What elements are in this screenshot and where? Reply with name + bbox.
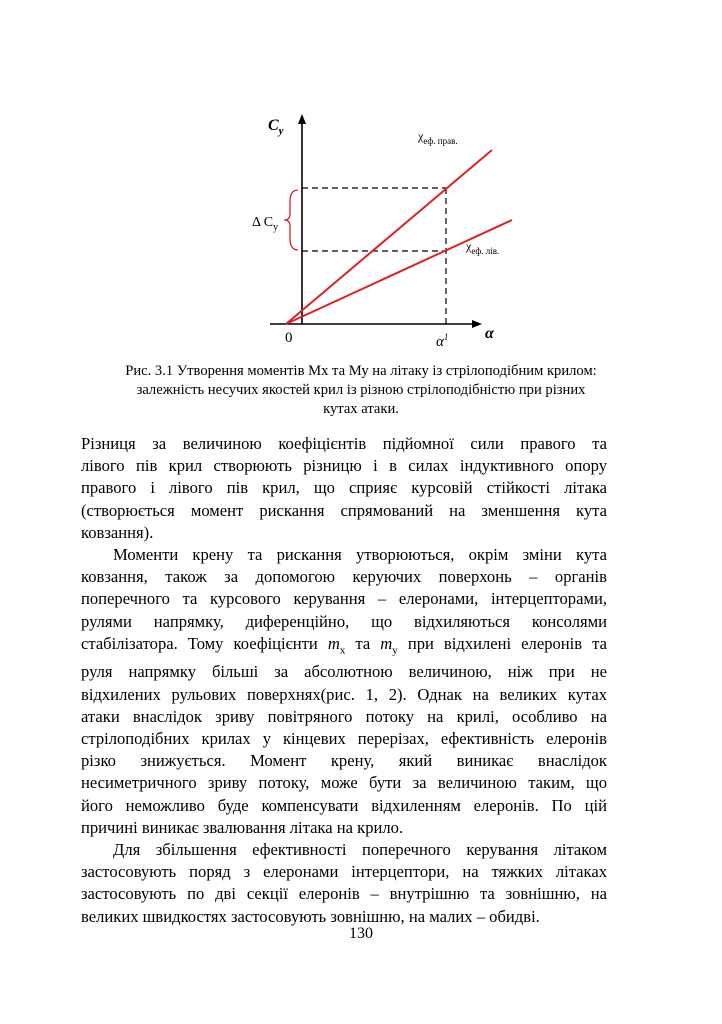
line-right-label: $\chi_{еф. прав.}$: [418, 129, 458, 146]
paragraph-2-line: стрілоподібних крилах у кінцевих перерізах, ефективність елеронів: [81, 728, 607, 748]
x-axis-label: α: [485, 325, 494, 342]
line-right-wing: [286, 150, 492, 324]
paragraph-1-line: Різниця за величиною коефіцієнтів підйомної сили правого та: [81, 434, 607, 453]
figure-caption: [80, 362, 642, 419]
paragraph-3-line: великих швидкостях застосовують зовнішню, на малих – обидві.: [81, 906, 540, 926]
body-text: [81, 433, 607, 928]
x-axis-arrow: [472, 320, 482, 328]
paragraph-1-line: ковзання).: [81, 522, 154, 542]
line-left-wing: [286, 220, 512, 324]
delta-cy-label: Δ $C_y$: [252, 215, 279, 233]
paragraph-3: [81, 839, 607, 928]
paragraph-1-line: правого і лівого пів крил, що сприяє курсовій стійкості літака: [81, 478, 607, 498]
paragraph-2-line: ковзання, також за допомогою керуючих поверхонь – органів: [81, 567, 607, 587]
paragraph-3-line: застосовують поряд з елеронами інтерцептори, на тяжких літаках: [81, 862, 607, 882]
alpha1-label: $\alpha^1$: [436, 332, 449, 350]
paragraph-2-line: несиметричного зриву потоку, може бути за величиною таким, що: [81, 773, 607, 793]
paragraph-2-line: різко знижується. Момент крену, який виникає внаслідок: [81, 751, 607, 771]
paragraph-2-line: його неможливо буде компенсувати відхиленням елеронів. По цій: [81, 795, 607, 815]
page-number: 130: [349, 925, 373, 942]
paragraph-2-line: причині виникає звалювання літака на крило.: [81, 817, 404, 837]
paragraph-2-line: Моменти крену та рискання утворюються, окрім зміни кута: [113, 545, 607, 565]
paragraph-2-line: рулями напрямку, диференційно, що відхиляються консолями: [81, 611, 607, 631]
paragraph-1: [81, 433, 607, 544]
paragraph-2-line: поперечного та курсового керування – елеронами, інтерцепторами,: [81, 589, 607, 609]
line-left-label: $\chi_{еф. лів.}$: [466, 239, 500, 256]
paragraph-2-line: атаки внаслідок зриву повітряного потоку на крилі, особливо на: [81, 706, 607, 726]
origin-label: 0: [285, 330, 293, 346]
paragraph-3-line: Для збільшення ефективності поперечного керування літаком: [113, 839, 607, 859]
caption-line-2: залежність несучих якостей крил із різною стрілоподібністю при різних: [136, 382, 586, 398]
caption-line-3: кутах атаки.: [323, 401, 399, 417]
y-axis-label: $C_y$: [268, 117, 284, 137]
paragraph-1-line: (створюється момент рискання спрямований на зменшення кута: [81, 500, 607, 520]
y-axis-arrow: [298, 114, 306, 124]
paragraph-2-line: відхилених рульових поверхнях(рис. 1, 2). Однак на великих кутах: [81, 684, 607, 704]
lift-curve-figure: [240, 110, 530, 350]
paragraph-2: [81, 544, 607, 839]
paragraph-2-line-with-formula: стабілізатора. Тому коефіцієнти $m_x$ та $m_y$ при відхилені елеронів та: [81, 633, 607, 657]
paragraph-2-line: руля напрямку більші за абсолютною величиною, ніж при не: [81, 662, 607, 682]
caption-line-1: Рис. 3.1 Утворення моментів Мх та Му на літаку із стрілоподібним крилом:: [125, 363, 597, 379]
paragraph-1-line: лівого пів крил створюють різницю і в силах індуктивного опору: [81, 456, 607, 476]
delta-brace: [284, 190, 298, 250]
paragraph-3-line: застосовують по дві секції елеронів – внутрішню та зовнішню, на: [81, 884, 607, 904]
